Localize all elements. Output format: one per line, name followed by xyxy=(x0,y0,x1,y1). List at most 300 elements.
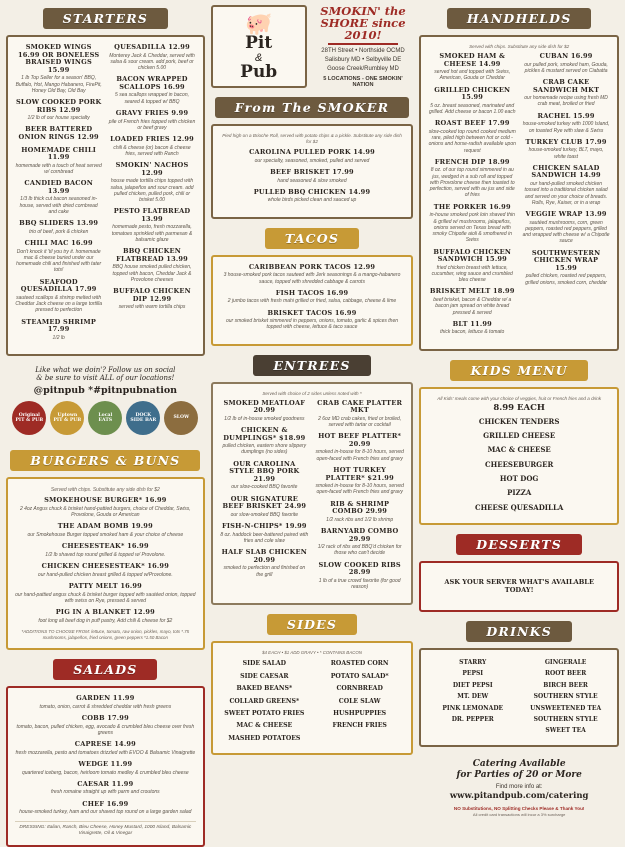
menu-item[interactable] xyxy=(220,496,309,518)
drink-item[interactable]: BIRCH BEER xyxy=(543,681,588,689)
kids-price: 8.99 EACH xyxy=(493,402,545,413)
item-name: BRISKET TACOS 16.99 xyxy=(267,308,357,317)
item-desc: 5 oz. breast seasoned, marinated and grilled. Add cheese or bacon 1.00 each xyxy=(428,102,516,116)
side-item[interactable]: POTATO SALAD* xyxy=(330,672,389,680)
item-name: PIG IN A BLANKET 12.99 xyxy=(55,608,155,617)
salads-section xyxy=(6,656,205,847)
item-name: PESTO FLATBREAD 13.99 xyxy=(113,207,191,223)
handhelds-col-2 xyxy=(522,53,610,341)
item-desc: smoked to perfection and finished on the grill xyxy=(223,565,306,578)
drink-item[interactable]: SOUTHERN STYLE UNSWEETENED TEA xyxy=(530,693,602,712)
side-item[interactable]: FRENCH FRIES xyxy=(332,722,387,730)
social-handles[interactable]: @pitnpub *#pitnpubnation xyxy=(33,384,178,396)
brand-name-line1: Pit xyxy=(245,32,273,53)
item-name: OUR SIGNATURE BEEF BRISKET 24.99 xyxy=(222,494,307,511)
item-desc: thick bacon, lettuce & tomato xyxy=(440,329,505,336)
drink-item[interactable]: PEPSI xyxy=(462,670,484,678)
menu-item[interactable] xyxy=(108,44,195,71)
item-desc: BBQ house smoked pulled chicken, topped with bacon, Cheddar Jack & Provolone cheeses xyxy=(112,264,192,283)
drinks-col-2 xyxy=(521,657,610,737)
item-desc: 8 oz. of our top round simmered in au jus, wedged in a sub roll and topped with Provolone cheese then toasted to perfection, served with au jus and side of fries xyxy=(429,167,515,199)
item-name: CHICKEN CHEESESTEAK* 16.99 xyxy=(41,562,169,571)
sides-title: SIDES xyxy=(267,614,357,635)
starters-panel xyxy=(6,35,205,356)
salads-panel xyxy=(6,686,205,847)
item-name: WEDGE 11.99 xyxy=(78,760,133,769)
sides-panel xyxy=(211,641,414,755)
item-desc: our specialty, seasoned, smoked, pulled and served xyxy=(254,157,370,164)
item-desc: fresh mozzarella, pesto and tomatoes drizzled with EVOO & Balsamic Vinaigrette xyxy=(15,749,196,756)
menu-item[interactable] xyxy=(15,523,196,538)
item-name: ROAST BEEF 17.99 xyxy=(434,119,510,128)
item-desc: our Smokehouse Burger topped smoked ham & your choice of cheese xyxy=(27,532,184,539)
menu-item[interactable] xyxy=(108,288,195,310)
menu-item[interactable] xyxy=(428,249,516,284)
item-desc: quartered iceberg, bacon, heirloom tomato medley & crumbled bleu cheese xyxy=(21,769,189,776)
menu-item[interactable] xyxy=(15,741,196,756)
menu-item[interactable] xyxy=(15,583,196,604)
item-desc: smoked in-house for 8-10 hours, served open-faced with French fries and gravy xyxy=(315,483,404,496)
menu-item[interactable] xyxy=(108,162,195,203)
item-name: BUFFALO CHICKEN DIP 12.99 xyxy=(113,287,191,303)
menu-item[interactable] xyxy=(15,801,196,816)
kids-panel xyxy=(419,387,619,525)
item-desc: our hand-pulled smoked chicken tossed into a traditional chicken salad and served on your choice of breads. Rolls, Rye, Kaiser, or in a wrap xyxy=(524,181,608,206)
menu-item[interactable] xyxy=(15,781,196,796)
menu-item[interactable] xyxy=(15,761,196,776)
menu-item[interactable] xyxy=(428,87,516,116)
handhelds-title: HANDHELDS xyxy=(447,8,592,29)
menu-item[interactable] xyxy=(220,523,309,544)
kids-note: All Kids' meals come with your choice of veggies, fruit or French fries and a drink xyxy=(437,395,602,401)
starters-ribbon xyxy=(6,5,205,31)
handhelds-col-1 xyxy=(428,53,516,341)
address-line-2: Salisbury MD • Selbyville DE xyxy=(324,56,402,63)
item-name: BACON WRAPPED SCALLOPS 16.99 xyxy=(116,75,188,91)
item-name: SMOKIN' NACHOS 12.99 xyxy=(115,161,189,177)
item-name: CHEESESTEAK* 16.99 xyxy=(61,542,149,551)
handhelds-section xyxy=(419,5,619,351)
brand-info xyxy=(313,5,414,88)
item-name: STEAMED SHRIMP 17.99 xyxy=(21,317,97,334)
side-item[interactable]: SWEET POTATO FRIES xyxy=(224,709,305,717)
item-desc: sautéed mushrooms, corn, green peppers, roasted red peppers, grilled and wrapped with cheese w/ a Chipotle sauce xyxy=(522,219,610,245)
sides-col-1 xyxy=(220,658,309,745)
menu-item[interactable] xyxy=(428,204,516,244)
sides-col-2 xyxy=(315,658,404,745)
entrees-panel xyxy=(211,382,414,606)
social-line-1: Like what we doin'? Follow us on social xyxy=(35,365,176,374)
item-desc: our smoked brisket simmered in peppers, onions, tomato, garlic & spices then topped with cheese, lettuce & taco sauce xyxy=(225,318,399,331)
item-name: SLOW COOKED PORK RIBS 12.99 xyxy=(15,98,102,114)
side-item[interactable]: HUSHPUPPIES xyxy=(333,709,387,717)
item-name: THE ADAM BOMB 19.99 xyxy=(57,522,153,531)
item-desc: 3 house-smoked pork tacos sauteed with Jerk seasonings & a mango-habanero sauce, topped with shredded cabbage & carrots xyxy=(223,272,401,285)
item-desc: 2 4oz Angus chuck & brisket hand-pattied burgers, choice of Cheddar, Swiss, Provolone, Gouda or American xyxy=(19,505,191,519)
drink-item[interactable]: GINGERALE xyxy=(544,659,587,667)
drinks-panel xyxy=(419,648,619,747)
salads-title: SALADS xyxy=(53,659,157,680)
menu-item[interactable] xyxy=(315,400,404,429)
menu-item[interactable] xyxy=(15,497,196,518)
item-desc: tomato, onion, carrot & shredded cheddar with fresh greens xyxy=(39,703,172,710)
address-line-3: Goose Creek/Rumbley MD xyxy=(327,65,399,72)
item-name: CAROLINA PULLED PORK 14.99 xyxy=(249,148,375,157)
drink-item[interactable]: SOUTHERN STYLE SWEET TEA xyxy=(533,715,598,735)
menu-item[interactable] xyxy=(15,180,102,215)
drinks-col-1 xyxy=(428,657,517,737)
brand-header xyxy=(211,5,414,88)
item-desc: our hand-pulled chicken breast grilled & topped w/Provolone. xyxy=(37,571,173,578)
item-name: FRENCH DIP 18.99 xyxy=(434,157,510,166)
starters-col-1 xyxy=(15,44,102,346)
item-desc: Monterey Jack & Cheddar, served with salsa & sour cream. add pork, beef or chicken 5.00 xyxy=(109,52,195,72)
item-name: LOADED FRIES 12.99 xyxy=(110,135,194,144)
side-item[interactable]: COLLARD GREENS* xyxy=(229,697,300,705)
item-desc: 1/2 rack of ribs and BBQ'd chicken for those who can't decide xyxy=(317,544,402,557)
drink-item[interactable]: STARRY xyxy=(459,659,487,667)
desserts-ribbon xyxy=(419,531,619,557)
burgers-note: Served with chips. Substitute any side dish for $2 xyxy=(50,486,160,493)
location-badge[interactable]: Local EATS xyxy=(88,401,122,435)
menu-item[interactable] xyxy=(315,467,404,496)
burgers-section xyxy=(6,447,205,650)
item-desc: 1/2 lb shaved top round grilled & topped w/ Provolone. xyxy=(45,551,166,558)
item-name: VEGGIE WRAP 13.99 xyxy=(525,210,607,219)
menu-item[interactable] xyxy=(522,53,610,74)
catering-block xyxy=(419,753,619,824)
brand-ampersand: & xyxy=(255,51,263,64)
item-desc: whole birds picked clean and sauced up xyxy=(267,197,357,204)
catering-fineprint: All credit card transactions will incur a 3% surcharge xyxy=(472,812,566,818)
item-name: BARNYARD COMBO 29.99 xyxy=(320,527,399,543)
menu-item[interactable] xyxy=(15,44,102,94)
item-name: SEAFOOD QUESADILLA 17.99 xyxy=(20,277,97,294)
side-item[interactable]: MAC & CHEESE xyxy=(236,722,293,730)
brand-name-line2: Pub xyxy=(240,61,278,82)
drink-item[interactable]: DIET PEPSI xyxy=(452,681,493,689)
item-desc: in-house smoked pork loin shaved thin & grilled w/ mushrooms, jalapeños, onions served on Texas bread with smoky Chipotle aioli & smothered in Swiss xyxy=(429,212,515,244)
menu-item[interactable] xyxy=(108,136,195,157)
menu-item[interactable] xyxy=(315,562,404,591)
menu-item[interactable] xyxy=(15,543,196,558)
address-line-1: 28TH Street • Northside OCMD xyxy=(321,48,405,55)
item-name: THE PORKER 16.99 xyxy=(433,202,511,211)
item-desc: our homemade recipe using fresh MD crab meat, broiled or fried xyxy=(524,95,608,108)
sides-note: $4 EACH • $1 ADD GRAVY • * CONTAINS BACON xyxy=(262,650,362,656)
menu-item[interactable] xyxy=(15,563,196,578)
menu-item[interactable] xyxy=(315,501,404,523)
salads-ribbon xyxy=(6,656,205,682)
menu-item[interactable] xyxy=(108,208,195,243)
item-desc: 1/2 lb xyxy=(52,334,65,341)
menu-item[interactable] xyxy=(15,220,102,235)
menu-item[interactable] xyxy=(15,609,196,624)
item-desc: 1/2 lb of our house specialty xyxy=(27,115,90,122)
item-name: BRISKET MELT 18.99 xyxy=(429,287,515,296)
drink-item[interactable]: DR. PEPPER xyxy=(451,715,494,723)
item-desc: homemade with a touch of heat served w/ cornbread xyxy=(15,162,102,176)
menu-item[interactable] xyxy=(522,211,610,245)
entrees-note: Served with choice of 2 sides unless noted with * xyxy=(262,390,362,396)
kids-section xyxy=(419,357,619,525)
item-desc: pulled chicken, eastern shore slippery dumplings (no sides) xyxy=(222,443,307,456)
menu-item[interactable] xyxy=(428,288,516,315)
menu-item[interactable] xyxy=(15,99,102,121)
side-item[interactable]: BAKED BEANS* xyxy=(236,685,293,693)
kids-item[interactable]: CHICKEN TENDERS xyxy=(478,416,560,426)
menu-item[interactable] xyxy=(108,110,195,131)
item-name: CHICKEN SALAD SANDWICH 14.99 xyxy=(531,163,601,180)
menu-item[interactable] xyxy=(315,433,404,462)
item-desc: hand seasoned & slow smoked xyxy=(277,177,347,184)
menu-item[interactable] xyxy=(15,147,102,176)
item-name: HOT TURKEY PLATTER* $21.99 xyxy=(325,465,394,482)
side-item[interactable]: SIDE CAESAR xyxy=(240,672,289,680)
entrees-col-1 xyxy=(220,400,309,596)
desserts-section xyxy=(419,531,619,612)
drinks-title: DRINKS xyxy=(466,621,572,642)
kids-item[interactable]: CHEESE QUESADILLA xyxy=(475,502,564,512)
item-name: QUESADILLA 12.99 xyxy=(114,43,190,51)
side-item[interactable]: ROASTED CORN xyxy=(330,660,389,668)
side-item[interactable]: COLE SLAW xyxy=(338,697,381,705)
menu-item[interactable] xyxy=(428,120,516,154)
item-name: RACHEL 15.99 xyxy=(537,111,595,120)
menu-item[interactable] xyxy=(15,319,102,341)
menu-item[interactable] xyxy=(220,549,309,578)
item-desc: beef brisket, bacon & Cheddar w/ a bacon jam spread on white bread pressed & served xyxy=(433,297,512,316)
item-name: CUBAN 16.99 xyxy=(539,52,593,60)
drinks-ribbon xyxy=(419,618,619,644)
item-desc: our pulled pork, smoked ham, Gouda, pickles & mustard served on Ciabatta xyxy=(524,61,608,74)
smoker-panel xyxy=(211,124,414,218)
item-name: PATTY MELT 16.99 xyxy=(68,581,142,590)
item-desc: 1 lb of a true crowd favorite (for good reason) xyxy=(318,577,401,591)
entrees-col-2 xyxy=(315,400,404,596)
item-name: BEEF BRISKET 17.99 xyxy=(270,168,354,177)
tacos-ribbon xyxy=(211,225,414,251)
item-name: CHILI MAC 16.99 xyxy=(24,239,93,248)
smoker-title: From The SMOKER xyxy=(215,97,409,118)
item-name: HOT BEEF PLATTER* 20.99 xyxy=(318,432,402,448)
kids-item[interactable]: PIZZA xyxy=(507,488,532,498)
catering-line-1: Catering Available xyxy=(472,758,566,769)
burgers-panel xyxy=(6,477,205,650)
item-desc: sauteed scallops & shrimp melted with Cheddar Jack cheese on a large tortilla pressed to perfection xyxy=(15,294,103,314)
item-desc: 5 sea scallops wrapped in bacon, seared & topped w/ BBQ xyxy=(115,92,189,105)
sides-ribbon xyxy=(211,611,414,637)
menu-item[interactable] xyxy=(15,126,102,141)
item-desc: chili & cheese (or) bacon & cheese fries, served with Ranch xyxy=(113,144,191,157)
item-desc: foot long all beef dog in puff pastry, Add chili & cheese for $2 xyxy=(38,617,173,624)
tacos-section xyxy=(211,225,414,346)
smoker-section xyxy=(211,94,414,218)
menu-item[interactable] xyxy=(428,321,516,336)
burgers-ribbon xyxy=(6,447,205,473)
menu-item[interactable] xyxy=(220,189,405,204)
menu-item[interactable] xyxy=(522,79,610,108)
drinks-section xyxy=(419,618,619,747)
location-badge[interactable]: Original PIT & PUB xyxy=(12,401,46,435)
entrees-title: ENTREES xyxy=(253,355,370,376)
item-name: CANDIED BACON 13.99 xyxy=(24,179,93,195)
menu-item[interactable] xyxy=(15,240,102,274)
item-name: SLOW COOKED RIBS 28.99 xyxy=(318,560,401,577)
social-block xyxy=(6,362,205,441)
side-item[interactable]: MASHED POTATOES xyxy=(228,734,301,742)
tacos-panel xyxy=(211,255,414,346)
desserts-panel xyxy=(419,561,619,612)
menu-item[interactable] xyxy=(428,53,516,82)
location-badge[interactable]: DOCK SIDE BAR xyxy=(126,401,160,435)
item-name: CHEF 16.99 xyxy=(82,799,129,808)
item-desc: 1/2 lb of in-house smoked goodness xyxy=(224,415,305,422)
menu-item[interactable] xyxy=(220,169,405,184)
item-name: CAPRESE 14.99 xyxy=(74,740,136,749)
menu-item[interactable] xyxy=(15,715,196,736)
tacos-title: TACOS xyxy=(265,228,359,249)
item-name: TURKEY CLUB 17.99 xyxy=(525,137,607,146)
menu-item[interactable] xyxy=(428,159,516,199)
location-badge[interactable]: SLOW xyxy=(164,401,198,435)
desserts-title: DESSERTS xyxy=(456,534,582,555)
menu-item[interactable] xyxy=(522,113,610,134)
item-name: BBQ CHICKEN FLATBREAD 13.99 xyxy=(116,247,188,263)
column-left xyxy=(6,5,205,836)
item-name: BLT 11.99 xyxy=(452,319,492,328)
menu-item[interactable] xyxy=(220,290,405,305)
item-name: COBB 17.99 xyxy=(81,714,129,723)
catering-url[interactable]: www.pitandpub.com/catering xyxy=(449,791,589,802)
item-name: BEER BATTERED ONION RINGS 12.99 xyxy=(18,125,99,142)
smoker-note: Pied high on a Brioche Roll, served with potato chips & a pickle. Substitute any side dish for $2 xyxy=(222,133,402,145)
locations-note: 5 LOCATIONS - ONE SMOKIN' NATION xyxy=(323,76,403,89)
side-item[interactable]: CORNBREAD xyxy=(336,685,383,693)
entrees-ribbon xyxy=(211,352,414,378)
item-desc: our slow-cooked BBQ favorite xyxy=(231,484,298,491)
menu-item[interactable] xyxy=(108,248,195,283)
item-desc: pile of French fries topped with chicken or beef gravy xyxy=(108,118,196,131)
kids-item[interactable]: CHEESEBURGER xyxy=(485,459,554,469)
item-name: PULLED BBQ CHICKEN 14.99 xyxy=(253,187,371,196)
item-desc: 8 oz. haddock beer-battered paired with fries and cole slaw xyxy=(220,531,309,544)
location-badge[interactable]: Uptown PIT & PUB xyxy=(50,401,84,435)
desserts-line: ASK YOUR SERVER WHAT'S AVAILABLE TODAY! xyxy=(444,578,594,595)
item-name: SMOKED WINGS 16.99 OR BONELESS BRAISED WINGS 15.99 xyxy=(17,43,100,74)
item-name: CAESAR 11.99 xyxy=(77,779,134,788)
item-name: CRAB CAKE PLATTER MKT xyxy=(317,398,403,415)
kids-item[interactable]: HOT DOG xyxy=(499,473,539,483)
menu-item[interactable] xyxy=(220,149,405,164)
item-desc: fried chicken breast with lettuce, cucumber, wing sauce and crumbled bleu cheese xyxy=(431,264,513,284)
social-line-2: & be sure to visit ALL of our locations! xyxy=(36,373,175,382)
item-desc: homemade pesto, fresh mozzarella, tomatoes sprinkled with parmesan & balsamic glaze xyxy=(111,224,193,243)
menu-item[interactable] xyxy=(108,76,195,105)
kids-title: KIDS MENU xyxy=(450,360,587,381)
item-desc: slow-cooked top round cooked medium rare, piled high between hot or cold - onions and horse-radish available upon request xyxy=(428,128,516,154)
menu-item[interactable] xyxy=(220,400,309,422)
item-desc: 1 lb Top Seller for a season' BBQ, Buffalo, Hot, Mango Habanero, FirePit, Honey Old Bay, Old Bay xyxy=(15,75,102,94)
handhelds-panel xyxy=(419,35,619,351)
location-badges xyxy=(8,401,203,435)
item-name: RIB & SHRIMP COMBO 29.99 xyxy=(330,499,390,516)
item-name: BUFFALO CHICKEN SANDWICH 15.99 xyxy=(433,247,512,264)
brand-tagline: SMOKIN' the SHORE since 2010! xyxy=(320,4,406,43)
item-desc: 2 6oz MD crab cakes, fried or broiled, served with tartar or cocktail xyxy=(318,415,402,429)
pig-icon: 🐖 xyxy=(244,10,273,36)
item-name: BBQ SLIDERS 13.99 xyxy=(19,219,99,228)
starters-section xyxy=(6,5,205,356)
item-desc: 1/2 rack ribs and 1/2 lb shrimp xyxy=(326,516,394,523)
menu-item[interactable] xyxy=(220,461,309,491)
starters-title: STARTERS xyxy=(43,8,168,29)
drink-item[interactable]: PINK LEMONADE xyxy=(442,704,504,712)
entrees-section xyxy=(211,352,414,606)
item-name: FISH-N-CHIPS* 19.99 xyxy=(221,522,307,531)
item-name: SMOKEHOUSE BURGER* 16.99 xyxy=(44,496,167,505)
item-desc: smoked in-house for 8-10 hours, served open-faced with French fries and gravy xyxy=(315,449,404,462)
menu-item[interactable] xyxy=(522,250,610,286)
item-name: OUR CAROLINA STYLE BBQ PORK 21.99 xyxy=(229,459,300,483)
catering-disclaimer: NO Substitutions, NO Splitting Checks Please & Thank You! xyxy=(453,806,585,812)
divider xyxy=(328,43,398,45)
menu-item[interactable] xyxy=(220,310,405,331)
side-item[interactable]: SIDE SALAD xyxy=(242,660,287,668)
catering-find-label: Find more info at: xyxy=(495,784,543,791)
menu-item[interactable] xyxy=(315,528,404,557)
item-name: SOUTHWESTERN CHICKEN WRAP 15.99 xyxy=(531,248,601,272)
item-name: CARIBBEAN PORK TACOS 12.99 xyxy=(248,262,376,271)
kids-item[interactable]: MAC & CHEESE xyxy=(487,445,551,455)
menu-item[interactable] xyxy=(522,139,610,160)
item-desc: house-smoked turkey, BLT, mayo, white toast xyxy=(528,147,604,160)
item-desc: tomato, bacon, pulled chicken, egg, avocado & crumbled bleu cheese over fresh greens xyxy=(16,723,195,736)
item-name: CRAB CAKE SANDWICH MKT xyxy=(532,78,600,94)
item-name: CHICKEN & DUMPLINGS* $18.99 xyxy=(223,426,306,442)
drink-item[interactable]: ROOT BEER xyxy=(544,670,587,678)
item-desc: served with warm tortilla chips xyxy=(118,304,186,311)
item-name: SMOKED MEATLOAF 20.99 xyxy=(223,398,306,415)
kids-item[interactable]: GRILLED CHEESE xyxy=(483,430,556,440)
starters-col-2 xyxy=(108,44,195,346)
item-name: GRILLED CHICKEN 15.99 xyxy=(434,85,511,102)
logo-box xyxy=(211,5,307,88)
menu-item[interactable] xyxy=(220,427,309,456)
burger-addons: *ADDITIONS TO CHOOSE FROM: lettuce, tomato, raw onion, pickles, mayo, tots *.75 mushrooms, jalapeños, fried onions, green peppers *1.50 Bacon xyxy=(21,628,190,640)
menu-item[interactable] xyxy=(15,279,102,314)
menu-item[interactable] xyxy=(522,165,610,206)
handhelds-ribbon xyxy=(419,5,619,31)
item-desc: house-smoked turkey with 1000 Island, on toasted Rye with slaw & Swiss xyxy=(522,121,610,134)
smoker-ribbon xyxy=(211,94,414,120)
item-desc: house-smoked turkey, ham and our shaved top round on a large garden salad xyxy=(19,809,192,816)
column-middle xyxy=(211,5,414,795)
drink-item[interactable]: MT. DEW xyxy=(457,693,489,701)
item-desc: pulled chicken, roasted red peppers, grilled onions, smoked corn, cheddar xyxy=(525,273,607,286)
menu-item[interactable] xyxy=(15,695,196,710)
item-desc: served hot and topped with Swiss, American, Gouda or Cheddar xyxy=(434,69,511,82)
catering-line-2: for Parties of 20 or More xyxy=(456,769,582,780)
item-desc: 1/3 lb thick cut bacon seasoned in-house, served with dried cornbread and cake xyxy=(19,196,98,215)
item-desc: trio of beef, pork & chicken xyxy=(29,228,89,235)
sides-section xyxy=(211,611,414,755)
item-desc: our hand-pattied angus chuck & brisket burger topped with sautéed onion, topped with swiss on Rye, pressed & served xyxy=(15,591,196,604)
menu-item[interactable] xyxy=(220,264,405,285)
kids-ribbon xyxy=(419,357,619,383)
item-name: GRAVY FRIES 9.99 xyxy=(115,108,189,117)
handhelds-note: Served with chips. Substitute any side dish for $2 xyxy=(469,44,570,49)
